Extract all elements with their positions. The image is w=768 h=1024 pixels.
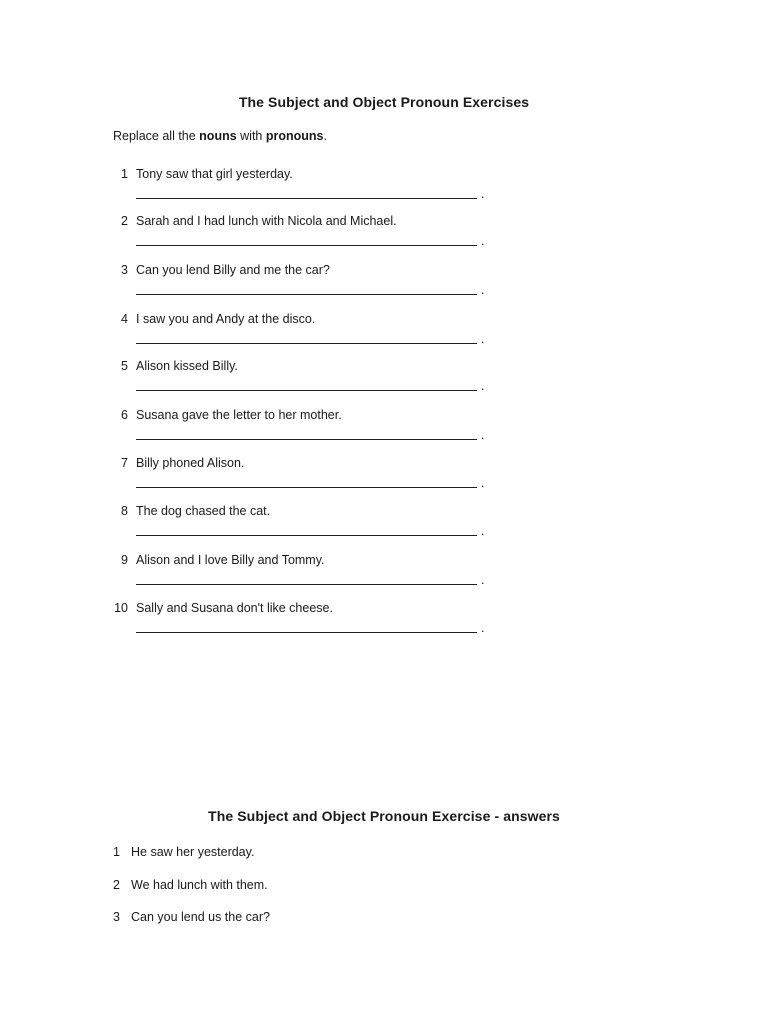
answer-blank-line[interactable] xyxy=(136,487,477,488)
question-number: 6 xyxy=(121,408,128,422)
answer-line-terminator: . xyxy=(481,621,485,635)
question-text: Sarah and I had lunch with Nicola and Michael. xyxy=(136,214,397,228)
answer-number: 2 xyxy=(113,878,120,892)
question-text: The dog chased the cat. xyxy=(136,504,271,518)
question-text: Sally and Susana don't like cheese. xyxy=(136,601,333,615)
instruction-bold-pronouns: pronouns xyxy=(265,129,324,143)
question-item xyxy=(0,553,768,593)
answer-blank-line[interactable] xyxy=(136,245,477,246)
question-number: 8 xyxy=(121,504,128,518)
answer-line-terminator: . xyxy=(481,428,485,442)
question-item xyxy=(0,408,768,448)
question-item xyxy=(0,456,768,496)
answer-blank-line[interactable] xyxy=(136,390,477,391)
question-item xyxy=(0,312,768,352)
answer-blank-line[interactable] xyxy=(136,584,477,585)
question-text: I saw you and Andy at the disco. xyxy=(136,312,316,326)
question-number: 5 xyxy=(121,359,128,373)
answer-blank-line[interactable] xyxy=(136,535,477,536)
answer-text: He saw her yesterday. xyxy=(131,845,255,859)
question-number: 10 xyxy=(114,601,128,615)
question-number: 1 xyxy=(121,167,128,181)
instruction-text xyxy=(113,129,327,143)
question-item xyxy=(0,167,768,207)
question-item xyxy=(0,263,768,303)
question-number: 4 xyxy=(121,312,128,326)
question-text: Tony saw that girl yesterday. xyxy=(136,167,293,181)
question-number: 2 xyxy=(121,214,128,228)
question-text: Alison kissed Billy. xyxy=(136,359,238,373)
answer-blank-line[interactable] xyxy=(136,198,477,199)
answer-line-terminator: . xyxy=(481,573,485,587)
instruction-part: . xyxy=(323,129,327,143)
question-number: 7 xyxy=(121,456,128,470)
answer-blank-line[interactable] xyxy=(136,632,477,633)
question-item xyxy=(0,214,768,254)
instruction-part: Replace all the xyxy=(113,129,200,143)
answer-number: 1 xyxy=(113,845,120,859)
answer-line-terminator: . xyxy=(481,332,485,346)
answer-blank-line[interactable] xyxy=(136,294,477,295)
question-text: Can you lend Billy and me the car? xyxy=(136,263,330,277)
answer-blank-line[interactable] xyxy=(136,439,477,440)
question-item xyxy=(0,504,768,544)
instruction-bold-nouns: nouns xyxy=(199,129,237,143)
answer-text: We had lunch with them. xyxy=(131,878,268,892)
question-text: Susana gave the letter to her mother. xyxy=(136,408,342,422)
answer-line-terminator: . xyxy=(481,524,485,538)
answer-text: Can you lend us the car? xyxy=(131,910,270,924)
answer-line-terminator: . xyxy=(481,283,485,297)
exercises-title: The Subject and Object Pronoun Exercises xyxy=(238,94,530,110)
answer-number: 3 xyxy=(113,910,120,924)
answer-line-terminator: . xyxy=(481,187,485,201)
question-number: 3 xyxy=(121,263,128,277)
question-text: Billy phoned Alison. xyxy=(136,456,245,470)
question-text: Alison and I love Billy and Tommy. xyxy=(136,553,325,567)
answers-title: The Subject and Object Pronoun Exercise - answers xyxy=(208,808,560,824)
question-item xyxy=(0,601,768,641)
answer-blank-line[interactable] xyxy=(136,343,477,344)
answer-line-terminator: . xyxy=(481,476,485,490)
question-number: 9 xyxy=(121,553,128,567)
answer-line-terminator: . xyxy=(481,234,485,248)
instruction-part: with xyxy=(236,129,266,143)
answer-line-terminator: . xyxy=(481,379,485,393)
question-item xyxy=(0,359,768,399)
